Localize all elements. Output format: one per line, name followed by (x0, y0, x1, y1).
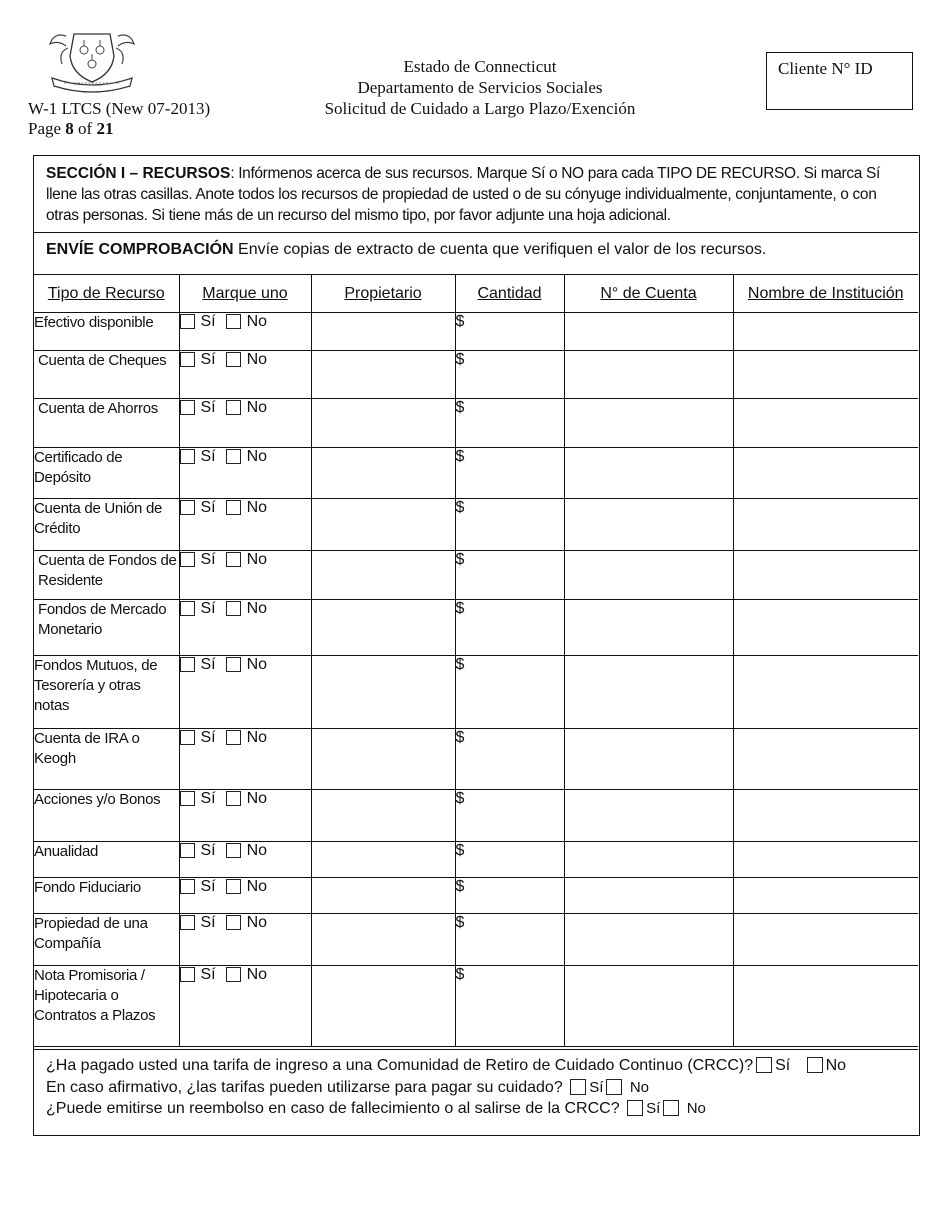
account-number-field[interactable] (564, 966, 733, 1047)
currency-symbol: $ (455, 499, 465, 516)
institution-name-field[interactable] (733, 914, 918, 966)
table-row (34, 656, 918, 729)
yes-checkbox[interactable] (180, 400, 195, 415)
owner-field[interactable] (311, 399, 455, 448)
no-option: No (226, 313, 267, 331)
owner-field[interactable] (311, 966, 455, 1047)
yes-option: Sí (180, 878, 216, 896)
crcc-questions (34, 1049, 918, 1135)
crcc-question-2: En caso afirmativo, ¿las tarifas pueden utilizarse para pagar su cuidado? Sí No (46, 1078, 650, 1096)
form-code: W-1 LTCS (New 07-2013) (28, 99, 211, 118)
mark-one-cell (179, 966, 311, 1047)
table-row (34, 966, 918, 1047)
page-number: Page 8 of 21 (28, 119, 114, 138)
resources-table (34, 275, 918, 1047)
no-option: No (226, 351, 267, 369)
institution-name-field[interactable] (733, 656, 918, 729)
amount-field[interactable] (455, 914, 564, 966)
currency-symbol: $ (455, 551, 465, 568)
owner-field[interactable] (311, 656, 455, 729)
currency-symbol: $ (455, 966, 465, 983)
table-row (34, 729, 918, 790)
amount-field[interactable] (455, 313, 564, 351)
no-checkbox[interactable] (226, 843, 241, 858)
section-instructions (34, 156, 918, 233)
account-number-field[interactable] (564, 878, 733, 914)
resource-type-cell (34, 399, 179, 448)
table-row (34, 878, 918, 914)
institution-name-field[interactable] (733, 790, 918, 842)
mark-one-cell (179, 551, 311, 600)
connecticut-seal-logo (44, 26, 140, 94)
crcc-q2-no-checkbox[interactable] (606, 1079, 622, 1095)
yes-option: Sí (180, 966, 216, 984)
resources-section (33, 155, 920, 1136)
owner-field[interactable] (311, 551, 455, 600)
no-option: No (226, 966, 267, 984)
owner-field[interactable] (311, 878, 455, 914)
mark-one-cell (179, 656, 311, 729)
resource-type-label: Cuenta de Cheques (38, 352, 167, 369)
currency-symbol: $ (455, 656, 465, 673)
yes-checkbox[interactable] (180, 352, 195, 367)
institution-name-field[interactable] (733, 842, 918, 878)
resource-type-label: Cuenta de Fondos de Residente (38, 552, 177, 589)
account-number-field[interactable] (564, 842, 733, 878)
resource-type-label: Fondo Fiduciario (34, 879, 141, 896)
owner-field[interactable] (311, 729, 455, 790)
table-row (34, 351, 918, 399)
resource-type-cell (34, 878, 179, 914)
yes-option: Sí (180, 448, 216, 466)
yes-option: Sí (180, 399, 216, 417)
mark-one-cell (179, 729, 311, 790)
no-checkbox[interactable] (226, 791, 241, 806)
client-id-field[interactable] (766, 52, 913, 110)
account-number-field[interactable] (564, 351, 733, 399)
no-checkbox[interactable] (226, 601, 241, 616)
mark-one-cell (179, 351, 311, 399)
crcc-q1-no-checkbox[interactable] (807, 1057, 823, 1073)
currency-symbol: $ (455, 448, 465, 465)
col-header-amount: Cantidad (455, 275, 564, 313)
no-checkbox[interactable] (226, 449, 241, 464)
mark-one-cell (179, 600, 311, 656)
resource-type-label: Nota Promisoria / Hipotecaria o Contratos a Plazos (34, 967, 156, 1024)
resource-type-cell (34, 790, 179, 842)
yes-checkbox[interactable] (180, 601, 195, 616)
table-row (34, 399, 918, 448)
resource-type-label: Fondos de Mercado Monetario (38, 601, 167, 638)
no-option: No (226, 790, 267, 808)
table-row (34, 790, 918, 842)
account-number-field[interactable] (564, 656, 733, 729)
yes-option: Sí (180, 842, 216, 860)
currency-symbol: $ (455, 878, 465, 895)
no-checkbox[interactable] (226, 552, 241, 567)
mark-one-cell (179, 914, 311, 966)
institution-name-field[interactable] (733, 600, 918, 656)
mark-one-cell (179, 842, 311, 878)
crcc-question-1: ¿Ha pagado usted una tarifa de ingreso a una Comunidad de Retiro de Cuidado Continuo (CRCC)? Sí No (46, 1057, 847, 1074)
amount-field[interactable] (455, 600, 564, 656)
resource-type-cell (34, 551, 179, 600)
account-number-field[interactable] (564, 399, 733, 448)
yes-option: Sí (180, 914, 216, 932)
crcc-q2-yes-checkbox[interactable] (570, 1079, 586, 1095)
amount-field[interactable] (455, 842, 564, 878)
currency-symbol: $ (455, 313, 465, 330)
no-option: No (226, 842, 267, 860)
resource-type-label: Anualidad (34, 843, 99, 860)
yes-checkbox[interactable] (180, 730, 195, 745)
resource-type-cell (34, 966, 179, 1047)
yes-checkbox[interactable] (180, 657, 195, 672)
resource-type-label: Efectivo disponible (34, 314, 154, 331)
yes-option: Sí (180, 313, 216, 331)
institution-name-field[interactable] (733, 313, 918, 351)
owner-field[interactable] (311, 600, 455, 656)
section-title: SECCIÓN I – RECURSOS (46, 165, 231, 182)
no-option: No (226, 914, 267, 932)
mark-one-cell (179, 313, 311, 351)
currency-symbol: $ (455, 399, 465, 416)
yes-option: Sí (180, 351, 216, 369)
no-option: No (226, 499, 267, 517)
resource-type-cell (34, 448, 179, 499)
institution-name-field[interactable] (733, 729, 918, 790)
no-checkbox[interactable] (226, 657, 241, 672)
col-header-account-number: N° de Cuenta (564, 275, 733, 313)
crcc-question-3: ¿Puede emitirse un reembolso en caso de fallecimiento o al salirse de la CRCC? Sí No (46, 1100, 706, 1117)
crcc-q3-no-checkbox[interactable] (663, 1100, 679, 1116)
resource-type-cell (34, 600, 179, 656)
no-option: No (226, 399, 267, 417)
currency-symbol: $ (455, 351, 465, 368)
currency-symbol: $ (455, 729, 465, 746)
table-row (34, 448, 918, 499)
table-header-row (34, 275, 918, 313)
col-header-institution: Nombre de Institución (733, 275, 918, 313)
no-option: No (226, 729, 267, 747)
table-row (34, 499, 918, 551)
resource-type-label: Fondos Mutuos, de Tesorería y otras notas (34, 657, 158, 714)
resource-type-cell (34, 656, 179, 729)
mark-one-cell (179, 790, 311, 842)
yes-option: Sí (180, 600, 216, 618)
account-number-field[interactable] (564, 914, 733, 966)
resource-type-cell (34, 351, 179, 399)
yes-checkbox[interactable] (180, 791, 195, 806)
col-header-type: Tipo de Recurso (34, 275, 179, 313)
no-checkbox[interactable] (226, 879, 241, 894)
yes-checkbox[interactable] (180, 449, 195, 464)
table-row (34, 914, 918, 966)
owner-field[interactable] (311, 448, 455, 499)
no-option: No (226, 878, 267, 896)
institution-name-field[interactable] (733, 499, 918, 551)
owner-field[interactable] (311, 914, 455, 966)
yes-checkbox[interactable] (180, 552, 195, 567)
no-checkbox[interactable] (226, 352, 241, 367)
institution-name-field[interactable] (733, 399, 918, 448)
resource-type-label: Acciones y/o Bonos (34, 791, 161, 808)
yes-option: Sí (180, 656, 216, 674)
no-checkbox[interactable] (226, 915, 241, 930)
account-number-field[interactable] (564, 729, 733, 790)
account-number-field[interactable] (564, 790, 733, 842)
owner-field[interactable] (311, 499, 455, 551)
no-option: No (226, 600, 267, 618)
institution-name-field[interactable] (733, 551, 918, 600)
owner-field[interactable] (311, 313, 455, 351)
currency-symbol: $ (455, 790, 465, 807)
col-header-mark: Marque uno (179, 275, 311, 313)
amount-field[interactable] (455, 351, 564, 399)
amount-field[interactable] (455, 551, 564, 600)
amount-field[interactable] (455, 790, 564, 842)
crcc-q3-yes-checkbox[interactable] (627, 1100, 643, 1116)
institution-name-field[interactable] (733, 966, 918, 1047)
amount-field[interactable] (455, 499, 564, 551)
amount-field[interactable] (455, 878, 564, 914)
proof-instructions (34, 233, 918, 275)
amount-field[interactable] (455, 448, 564, 499)
table-row (34, 551, 918, 600)
account-number-field[interactable] (564, 499, 733, 551)
resource-type-label: Cuenta de Ahorros (38, 400, 158, 417)
resource-type-label: Cuenta de Unión de Crédito (34, 500, 163, 537)
no-checkbox[interactable] (226, 730, 241, 745)
owner-field[interactable] (311, 842, 455, 878)
resource-type-cell (34, 842, 179, 878)
agency-heading (300, 56, 660, 119)
proof-text: Envíe copias de extracto de cuenta que verifiquen el valor de los recursos. (233, 241, 767, 258)
currency-symbol: $ (455, 600, 465, 617)
client-id-label: Cliente N° ID (778, 59, 873, 78)
currency-symbol: $ (455, 914, 465, 931)
no-checkbox[interactable] (226, 500, 241, 515)
resource-type-label: Cuenta de IRA o Keogh (34, 730, 140, 767)
state-name: Estado de Connecticut (403, 57, 557, 76)
institution-name-field[interactable] (733, 878, 918, 914)
crcc-q1-yes-checkbox[interactable] (756, 1057, 772, 1073)
resource-type-label: Certificado de Depósito (34, 449, 123, 486)
mark-one-cell (179, 878, 311, 914)
no-checkbox[interactable] (226, 314, 241, 329)
account-number-field[interactable] (564, 313, 733, 351)
yes-checkbox[interactable] (180, 500, 195, 515)
institution-name-field[interactable] (733, 448, 918, 499)
mark-one-cell (179, 499, 311, 551)
amount-field[interactable] (455, 729, 564, 790)
resource-type-label: Propiedad de una Compañía (34, 915, 148, 952)
mark-one-cell (179, 448, 311, 499)
resource-type-cell (34, 914, 179, 966)
currency-symbol: $ (455, 842, 465, 859)
amount-field[interactable] (455, 399, 564, 448)
no-option: No (226, 551, 267, 569)
yes-option: Sí (180, 790, 216, 808)
no-checkbox[interactable] (226, 967, 241, 982)
col-header-owner: Propietario (311, 275, 455, 313)
owner-field[interactable] (311, 790, 455, 842)
yes-option: Sí (180, 551, 216, 569)
resource-type-cell (34, 499, 179, 551)
resource-type-cell (34, 313, 179, 351)
form-identifier (28, 99, 210, 139)
no-option: No (226, 448, 267, 466)
section-instructions-text: : Infórmenos acerca de sus recursos. Marque Sí o NO para cada TIPO DE RECURSO. Si marca Sí llene las otras casillas. Anote todos los recursos de propiedad de usted o de su cónyuge individualmente, conjuntamente, o con otras personas. Si tiene más de un recurso del mismo tipo, por favor adjunte una hoja adicional. (46, 165, 880, 224)
account-number-field[interactable] (564, 600, 733, 656)
yes-option: Sí (180, 729, 216, 747)
yes-checkbox[interactable] (180, 879, 195, 894)
yes-checkbox[interactable] (180, 843, 195, 858)
no-checkbox[interactable] (226, 400, 241, 415)
table-row (34, 313, 918, 351)
resource-type-cell (34, 729, 179, 790)
owner-field[interactable] (311, 351, 455, 399)
table-row (34, 600, 918, 656)
mark-one-cell (179, 399, 311, 448)
no-option: No (226, 656, 267, 674)
proof-title: ENVÍE COMPROBACIÓN (46, 241, 234, 258)
yes-checkbox[interactable] (180, 314, 195, 329)
account-number-field[interactable] (564, 551, 733, 600)
amount-field[interactable] (455, 966, 564, 1047)
account-number-field[interactable] (564, 448, 733, 499)
institution-name-field[interactable] (733, 351, 918, 399)
yes-checkbox[interactable] (180, 915, 195, 930)
table-row (34, 842, 918, 878)
form-title: Solicitud de Cuidado a Largo Plazo/Exención (324, 99, 636, 118)
yes-checkbox[interactable] (180, 967, 195, 982)
amount-field[interactable] (455, 656, 564, 729)
yes-option: Sí (180, 499, 216, 517)
department-name: Departamento de Servicios Sociales (357, 78, 603, 97)
